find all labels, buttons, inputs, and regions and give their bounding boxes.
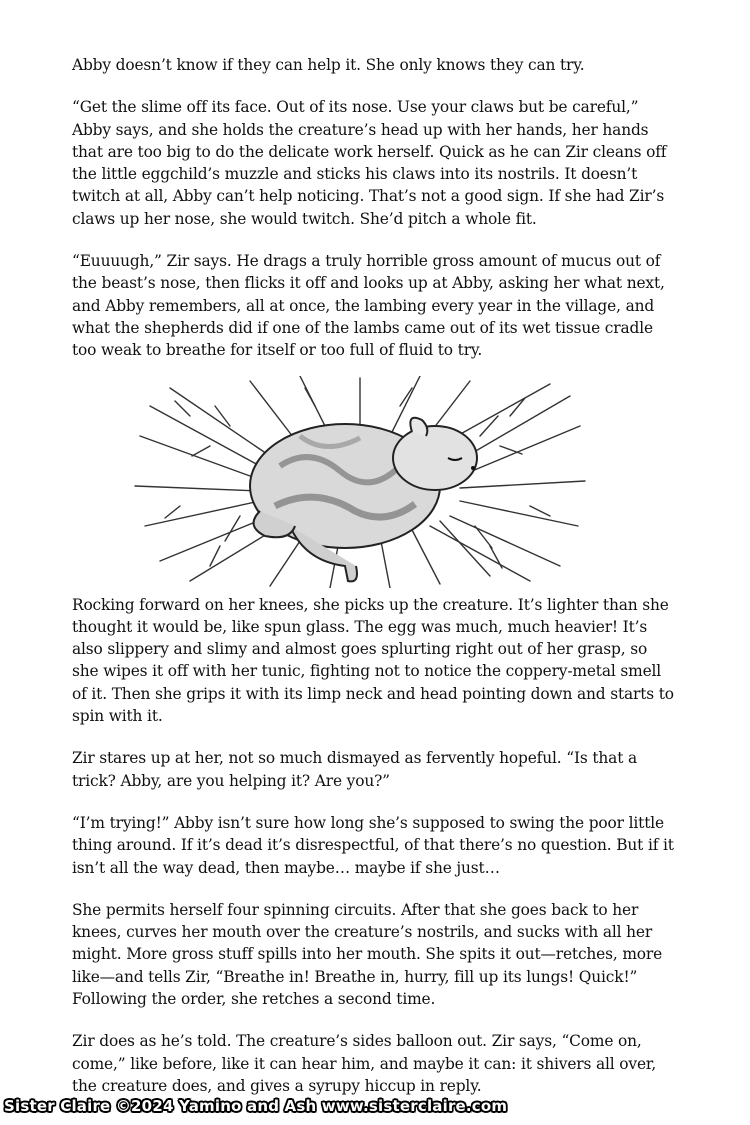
paragraph-8: Zir does as he’s told. The creature’s sides balloon out. Zir says, “Come on, come,” like before, like it can hear him, and maybe it can: it shivers all over, the creature does, and gives a syrupy hiccup in reply. [72,1032,657,1095]
paragraph-5: Zir stares up at her, not so much dismayed as fervently hopeful. “Is that a trick? Abby, are you helping it? Are you?” [72,749,637,790]
creature-body [250,417,477,581]
newborn-creature-illustration [130,376,590,588]
copyright-footer: Sister Claire ©2024 Yamino and Ash www.sisterclaire.com [4,1097,508,1115]
paragraph-4: Rocking forward on her knees, she picks up the creature. It’s lighter than she thought it would be, like spun glass. The egg was much, much heavier! It’s also slippery and slimy and almost goes splurting right out of her grasp, so she wipes it off with her tunic, fighting not to notice the coppery-metal smell of it. Then she grips it with its limp neck and head pointing down and starts to spin with it. [72,595,674,726]
paragraph-1: Abby doesn’t know if they can help it. She only knows they can try. [72,56,585,74]
story-page [72,54,678,1117]
paragraph-3: “Euuuugh,” Zir says. He drags a truly horrible gross amount of mucus out of the beast’s nose, then flicks it off and looks up at Abby, asking her what next, and Abby remembers, all at once, the lambing every year in the village, and what the shepherds did if one of the lambs came out of its wet tissue cradle too weak to breathe for itself or too full of fluid to try. [72,252,665,360]
paragraph-2: “Get the slime off its face. Out of its nose. Use your claws but be careful,” Abby says, and she holds the creature’s head up with her hands, her hands that are too big to do the delicate work herself. Quick as he can Zir cleans off the little eggchild’s muzzle and sticks his claws into its nostrils. It doesn’t twitch at all, Abby can’t help noticing. That’s not a good sign. If she had Zir’s claws up her nose, she would twitch. She’d pitch a whole fit. [72,98,667,228]
paragraph-7: She permits herself four spinning circuits. After that she goes back to her knees, curves her mouth over the creature’s nostrils, and sucks with all her might. More gross stuff spills into her mouth. She spits it out—retches, more like—and tells Zir, “Breathe in! Breathe in, hurry, fill up its lungs! Quick!” Following the order, she retches a second time. [72,900,663,1009]
paragraph-6: “I’m trying!” Abby isn’t sure how long she’s supposed to swing the poor little thing around. If it’s dead it’s disrespectful, of that there’s no question. But if it isn’t all the way dead, then maybe… maybe if she just… [72,813,674,877]
